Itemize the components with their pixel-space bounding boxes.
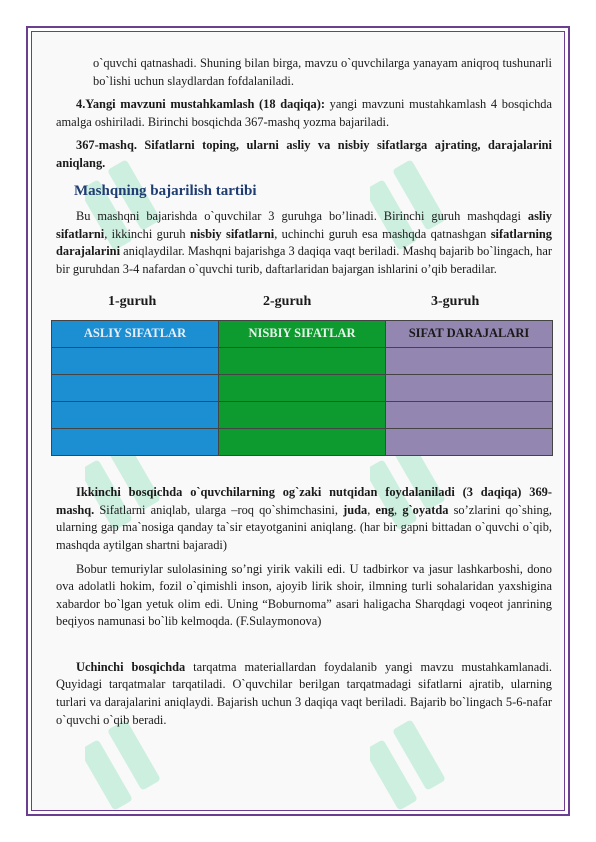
- text-segment: , uchinchi guruh esa mashqda qatnashgan: [274, 226, 491, 241]
- paragraph-stage3: [56, 659, 552, 729]
- table-header-darajalar: SIFAT DARAJALARI: [386, 321, 553, 348]
- table-cell[interactable]: [52, 429, 219, 456]
- table-cell[interactable]: [52, 402, 219, 429]
- table-header-nisbiy: NISBIY SIFATLAR: [219, 321, 386, 348]
- paragraph-instructions: [56, 208, 552, 278]
- table-row: [52, 402, 553, 429]
- bold-term: g`oyatda: [402, 502, 449, 517]
- table-cell[interactable]: [219, 429, 386, 456]
- adjective-table: [51, 320, 553, 456]
- step4-title: 4.Yangi mavzuni mustahkamlash (18 daqiqa):: [76, 97, 325, 112]
- table-cell[interactable]: [52, 375, 219, 402]
- paragraph-step4: [56, 96, 552, 131]
- paragraph-exercise-367: [56, 137, 552, 172]
- text-segment: , ikkinchi guruh: [104, 226, 190, 241]
- table-header-asliy: ASLIY SIFATLAR: [52, 321, 219, 348]
- text-segment: tarqatma materiallardan foydalanib yangi mavzu mustahkamlanadi. Quyidagi tarqatmalar tarqatiladi. O`quvchilar berilgan tarqatmadagi sifatlarni ajratib, ularning turlari va darajalarini aniqlaydi. Bajarish uchun 3 daqiqa vaqt beriladi. Bajarib bo`lingach 5-6-nafar o`quvchi o`qib beradi.: [56, 659, 552, 727]
- group-label-1: 1-guruh: [108, 293, 157, 309]
- table-header-row: [52, 321, 553, 348]
- paragraph-bobur: Bobur temuriylar sulolasining so’ngi yirik vakili edi. U tadbirkor va jasur lashkarboshi, dono ova adolatli hokim, fozil o`qimishli inson, ajoyib lirik shoir, ilmning turli sohalaridan yaxshigina xabardor bo`lgan yetuk olim edi. Uning “Boburnoma” asari haligacha Sharqdagi voqeot janrining beqiyos namunasi bo`lib kelmoqda. (F.Sulaymonova): [56, 561, 552, 629]
- table-row: [52, 348, 553, 375]
- stage3-title: Uchinchi bosqichda: [76, 659, 186, 674]
- bold-term: nisbiy sifatlarni: [189, 226, 275, 241]
- paragraph-stage2: [56, 484, 552, 554]
- bold-term: eng: [375, 502, 395, 517]
- table-cell[interactable]: [386, 348, 553, 375]
- stage2-title: Ikkinchi bosqichda o`quvchilarning og`zaki nutqidan foydalaniladi (3 daqiqa) 369-mashq.: [56, 485, 552, 517]
- text-segment: aniqlaydilar. Mashqni bajarishga 3 daqiqa vaqt beriladi. Mashq bajarib bo`lingach, har bir guruhdan 3-4 nafardan o`quvchi turib, daftarlaridan bajargan ishlarini o’qib beradilar.: [56, 244, 552, 276]
- bold-term: sifatlarning darajalarini: [56, 226, 552, 259]
- table-cell[interactable]: [386, 429, 553, 456]
- text-segment: Sifatlarni aniqlab, ularga –roq qo`shimchasini,: [94, 502, 344, 517]
- table-cell[interactable]: [386, 375, 553, 402]
- bold-term: juda: [343, 502, 368, 517]
- group-label-3: 3-guruh: [431, 293, 480, 309]
- table-row: [52, 429, 553, 456]
- exercise-367-title: 367-mashq. Sifatlarni toping, ularni asliy va nisbiy sifatlarga ajrating, darajalarini aniqlang.: [56, 138, 552, 170]
- text-segment: Bu mashqni bajarishda o`quvchilar 3 guruhga bo’linadi. Birinchi guruh mashqdagi: [76, 209, 528, 224]
- table-row: [52, 375, 553, 402]
- bold-term: asliy sifatlarni: [56, 209, 552, 241]
- step4-text: yangi mavzuni mustahkamlash 4 bosqichda amalga oshiriladi. Birinchi bosqichda 367-mashq yozma bajariladi.: [56, 97, 553, 129]
- group-labels: [56, 293, 552, 311]
- text-segment: ,: [394, 502, 403, 517]
- text-segment: so’zlarini qo`shing, ularning gap ma`nosiga qanday ta`sir etayotganini aniqlang. (har bir gapni bittadan o`quvchi o`qib, mashqda aytilgan shartni bajaradi): [56, 502, 553, 552]
- table-cell[interactable]: [219, 348, 386, 375]
- table-cell[interactable]: [219, 402, 386, 429]
- paragraph-intro: o`quvchi qatnashadi. Shuning bilan birga, mavzu o`quvchilarga yanayam aniqroq tushunarli bo`lishi uchun slaydlardan fofdalaniladi.: [93, 56, 552, 88]
- table-cell[interactable]: [52, 348, 219, 375]
- group-label-2: 2-guruh: [263, 293, 312, 309]
- section-heading: Mashqning bajarilish tartibi: [74, 182, 257, 199]
- document-body: [56, 55, 552, 735]
- table-cell[interactable]: [386, 402, 553, 429]
- text-segment: ,: [367, 502, 376, 517]
- table-cell[interactable]: [219, 375, 386, 402]
